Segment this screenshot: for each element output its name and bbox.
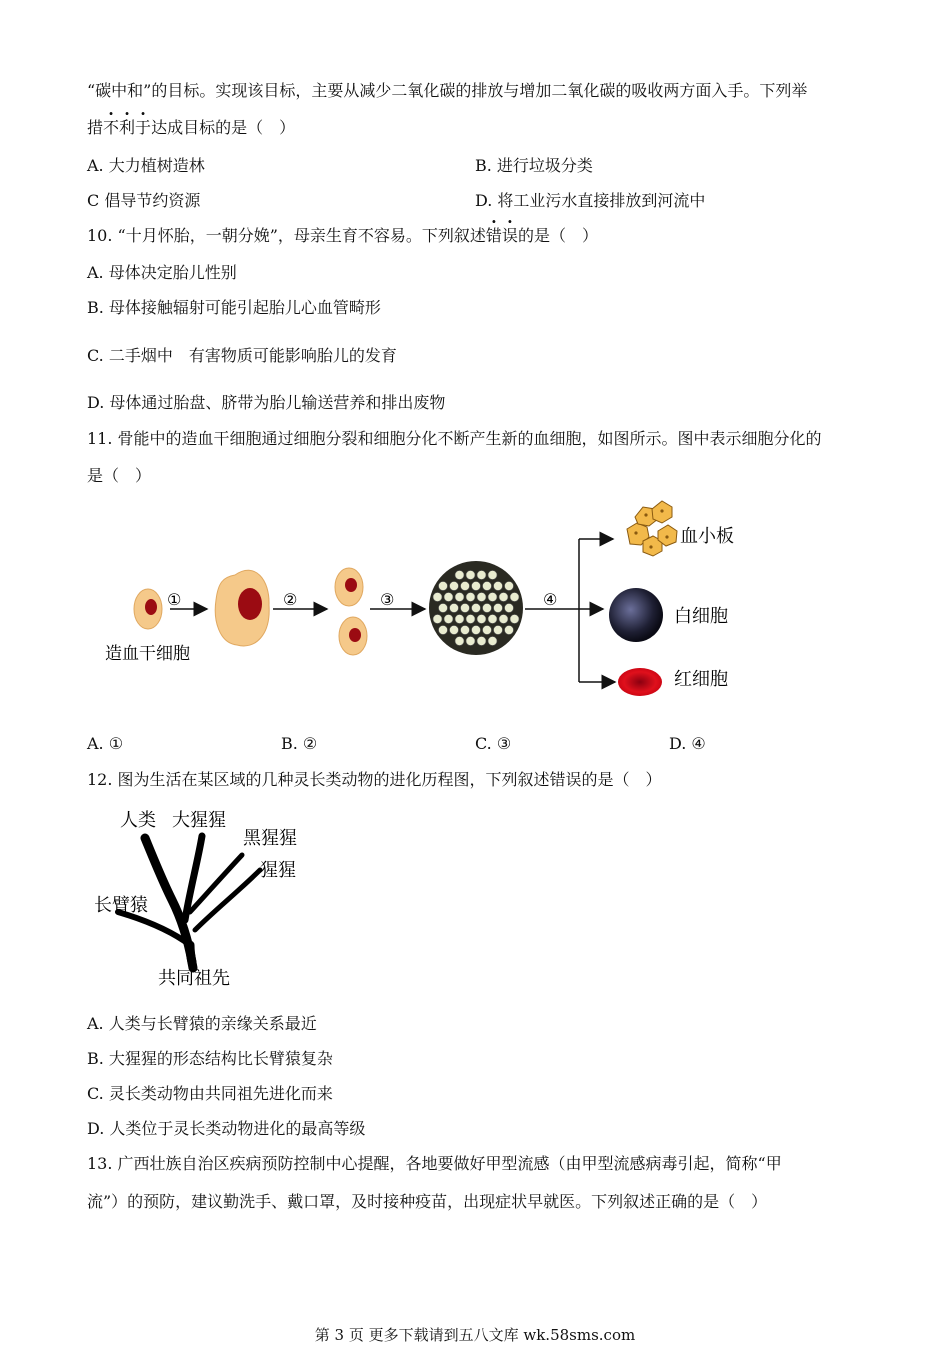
cluster-cell bbox=[439, 582, 448, 591]
cluster-cell bbox=[455, 593, 464, 602]
cluster-cell bbox=[477, 615, 486, 624]
cluster-cell bbox=[450, 582, 459, 591]
cluster-cell bbox=[444, 593, 453, 602]
cluster-cell bbox=[483, 582, 492, 591]
cluster-cell bbox=[466, 615, 475, 624]
cluster-cell bbox=[499, 615, 508, 624]
cluster-cell bbox=[505, 626, 514, 635]
q12-option-d: D. 人类位于灵长类动物进化的最高等级 bbox=[87, 1119, 366, 1138]
step-4-label: ④ bbox=[543, 590, 558, 609]
stem-cell-nucleus bbox=[145, 599, 157, 615]
label-gorilla: 大猩猩 bbox=[172, 810, 226, 831]
cluster-cell bbox=[455, 637, 464, 646]
cluster-cell bbox=[472, 582, 481, 591]
q11-stem-line2: 是（ ） bbox=[87, 466, 152, 485]
q9-option-b: B. 进行垃圾分类 bbox=[475, 156, 593, 175]
step-1-label: ① bbox=[167, 590, 182, 609]
cell-cluster bbox=[429, 561, 523, 655]
cluster-cell bbox=[488, 571, 497, 580]
cluster-cell bbox=[439, 604, 448, 613]
cluster-cell bbox=[510, 615, 519, 624]
q11-stem-line1: 11. 骨能中的造血干细胞通过细胞分裂和细胞分化不断产生新的血细胞，如图所示。图中表示细胞分化的 bbox=[87, 429, 822, 448]
label-gibbon: 长臂猿 bbox=[94, 895, 148, 916]
wbc-cell bbox=[609, 588, 663, 642]
cluster-cell bbox=[433, 593, 442, 602]
cluster-cell bbox=[439, 626, 448, 635]
q11-option-d: D. ④ bbox=[669, 734, 706, 753]
cluster-cell bbox=[488, 615, 497, 624]
step-3-label: ③ bbox=[380, 590, 395, 609]
cluster-cell bbox=[444, 615, 453, 624]
daughter-cell-top-nucleus bbox=[345, 578, 357, 592]
cluster-cell bbox=[477, 593, 486, 602]
cluster-cell bbox=[461, 604, 470, 613]
cluster-cell bbox=[461, 582, 470, 591]
q11-option-c: C. ③ bbox=[475, 734, 512, 753]
q9-stem-line1: “碳中和”的目标。实现该目标，主要从减少二氧化碳的排放与增加二氧化碳的吸收两方面入手。下列举 bbox=[87, 81, 808, 100]
label-orangutan: 猩猩 bbox=[260, 860, 296, 881]
q10-option-b: B. 母体接触辐射可能引起胎儿心血管畸形 bbox=[87, 298, 381, 317]
cluster-cell bbox=[461, 626, 470, 635]
q11-option-a: A. ① bbox=[87, 734, 124, 753]
label-chimp: 黑猩猩 bbox=[243, 828, 297, 849]
cluster-cell bbox=[472, 626, 481, 635]
wbc-label: 白细胞 bbox=[674, 606, 728, 627]
cluster-cell bbox=[472, 604, 481, 613]
cluster-cell bbox=[455, 615, 464, 624]
q10-option-a: A. 母体决定胎儿性别 bbox=[87, 263, 237, 282]
cluster-cell bbox=[494, 626, 503, 635]
cluster-cell bbox=[466, 637, 475, 646]
q13-stem-line2: 流”）的预防，建议勤洗手、戴口罩，及时接种疫苗，出现症状早就医。下列叙述正确的是（ ） bbox=[87, 1192, 768, 1211]
q11-blood-cell-diagram bbox=[95, 495, 755, 720]
label-ancestor: 共同祖先 bbox=[158, 968, 230, 989]
label-human: 人类 bbox=[120, 810, 156, 831]
cluster-cell bbox=[510, 593, 519, 602]
trunk bbox=[190, 945, 193, 968]
q12-option-a: A. 人类与长臂猿的亲缘关系最近 bbox=[87, 1014, 317, 1033]
q9-stem-line2: 措不利于达成目标的是（ ） bbox=[87, 118, 296, 137]
cluster-cell bbox=[433, 615, 442, 624]
cluster-cell bbox=[494, 582, 503, 591]
platelet-label: 血小板 bbox=[680, 526, 734, 547]
q10-option-c: C. 二手烟中 有害物质可能影响胎儿的发育 bbox=[87, 346, 397, 365]
q9-option-a: A. 大力植树造林 bbox=[87, 156, 205, 175]
q12-stem: 12. 图为生活在某区域的几种灵长类动物的进化历程图，下列叙述错误的是（ ） bbox=[87, 770, 662, 789]
q10-stem: 10. “十月怀胎，一朝分娩”，母亲生育不容易。下列叙述错误的是（ ） bbox=[87, 226, 598, 245]
q11-option-b: B. ② bbox=[281, 734, 318, 753]
cluster-cell bbox=[466, 593, 475, 602]
cluster-cell bbox=[488, 637, 497, 646]
cluster-cell bbox=[488, 593, 497, 602]
q10-option-d: D. 母体通过胎盘、脐带为胎儿输送营养和排出废物 bbox=[87, 393, 446, 412]
cluster-cell bbox=[450, 604, 459, 613]
cluster-cell bbox=[466, 571, 475, 580]
q13-stem-line1: 13. 广西壮族自治区疾病预防控制中心提醒，各地要做好甲型流感（由甲型流感病毒引起，简称“甲 bbox=[87, 1154, 782, 1173]
cluster-cell bbox=[499, 593, 508, 602]
page-footer[interactable]: 第 3 页 更多下载请到五八文库 wk.58sms.com bbox=[314, 1326, 636, 1344]
q9-option-d: D. 将工业污水直接排放到河流中 bbox=[475, 191, 706, 210]
step-2-label: ② bbox=[283, 590, 298, 609]
cluster-cell bbox=[483, 626, 492, 635]
cluster-cell bbox=[477, 571, 486, 580]
stem-cell-label: 造血干细胞 bbox=[105, 644, 190, 664]
cluster-cell bbox=[477, 637, 486, 646]
cluster-cell bbox=[494, 604, 503, 613]
q12-option-b: B. 大猩猩的形态结构比长臂猿复杂 bbox=[87, 1049, 333, 1068]
q12-option-c: C. 灵长类动物由共同祖先进化而来 bbox=[87, 1084, 333, 1103]
cluster-cell bbox=[505, 582, 514, 591]
rbc-cell bbox=[618, 668, 662, 696]
cluster-cell bbox=[450, 626, 459, 635]
branch-orangutan bbox=[195, 870, 260, 930]
cluster-cell bbox=[483, 604, 492, 613]
rbc-label: 红细胞 bbox=[674, 669, 728, 690]
enlarged-cell-nucleus bbox=[238, 588, 262, 620]
cluster-cell bbox=[455, 571, 464, 580]
daughter-cell-bottom-nucleus bbox=[349, 628, 361, 642]
cluster-cell bbox=[505, 604, 514, 613]
q12-primate-tree-diagram bbox=[90, 800, 330, 995]
q9-option-c: C 倡导节约资源 bbox=[87, 191, 201, 210]
